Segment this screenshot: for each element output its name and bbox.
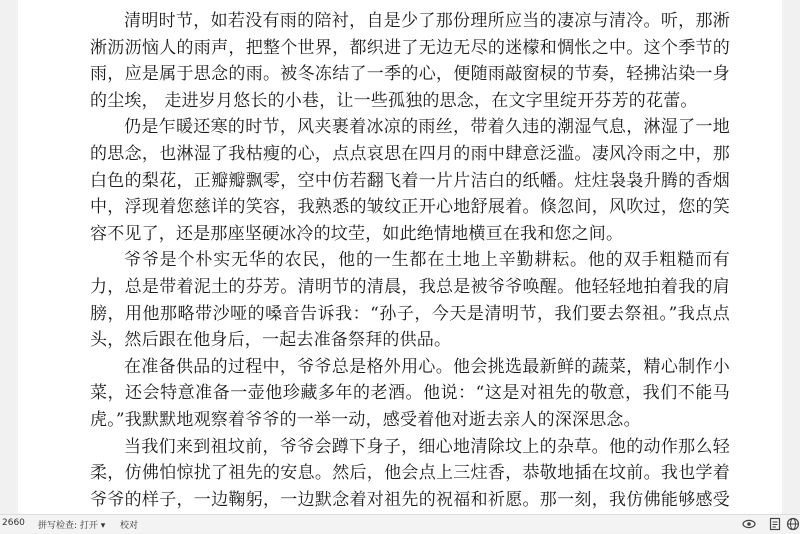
left-margin-strip [0,0,18,514]
spell-check-toggle[interactable] [38,518,105,531]
spell-check-label: 拼写检查: 打开 [38,521,98,531]
word-count[interactable]: 2660 [2,518,25,528]
page-icon[interactable] [768,517,782,531]
chevron-down-icon: ▾ [100,521,106,531]
paragraph-3[interactable]: 爷爷是个朴实无华的农民，他的一生都在土地上辛勤耕耘。他的双手粗糙而有力，总是带着泥土的芬芳。清明节的清晨，我总是被爷爷唤醒。他轻轻地拍着我的肩膀，用他那略带沙哑的嗓音告诉我：“孙子，今天是清明节，我们要去祭祖。”我点点头，然后跟在他身后，一起去准备祭拜的供品。 [90,250,730,351]
paragraph-2[interactable]: 仍是乍暖还寒的时节，风夹裹着冰凉的雨丝，带着久违的潮湿气息，淋湿了一地的思念，也淋湿了我枯瘦的心，点点哀思在四月的雨中肆意泛滥。凄风冷雨之中，那白色的梨花，正瓣瓣飘零，空中仿若翻飞着一片片洁白的纸幡。炷炷袅袅升腾的香烟中，浮现着您慈详的笑容，我熟悉的皱纹正开心地舒展着。倏忽间，风吹过，您的笑容不见了，还是那座坚硬冰冷的坟茔，如此绝情地横亘在我和您之间。 [90,117,730,244]
paragraph-4[interactable]: 在准备供品的过程中，爷爷总是格外用心。他会挑选最新鲜的蔬菜，精心制作小菜，还会特意准备一壶他珍藏多年的老酒。他说：“这是对祖先的敬意，我们不能马虎。”我默默地观察着爷爷的一举一动，感受着他对逝去亲人的深深思念。 [90,356,730,430]
paragraph-1[interactable]: 清明时节，如若没有雨的陪衬，自是少了那份理所应当的凄凉与清冷。听，那淅淅沥沥恼人的雨声，把整个世界，都织进了无边无尽的迷檬和惆怅之中。这个季节的雨，应是属于思念的雨。被冬冻结了一季的心，便随雨敲窗棂的节奏，轻拂沾染一身的尘埃， 走进岁月悠长的小巷，让一些孤独的思念，在文字里绽开芬芳的花蕾。 [90,11,730,111]
proofread-button[interactable]: 校对 [120,521,139,531]
status-bar [0,514,800,533]
vertical-scrollbar[interactable] [788,0,800,514]
document-body[interactable] [90,8,730,514]
eye-icon[interactable] [742,517,756,531]
paragraph-5[interactable]: 当我们来到祖坟前，爷爷会蹲下身子，细心地清除坟上的杂草。他的动作那么轻柔，仿佛怕惊扰了祖先的安息。然后，他会点上三炷香，恭敬地插在坟前。我也学着爷爷的样子，一边鞠躬，一边默念着对祖先的祝福和祈愿。那一刻，我仿佛能够感受 [90,436,730,510]
web-icon[interactable] [786,517,800,531]
document-page[interactable] [18,0,782,514]
